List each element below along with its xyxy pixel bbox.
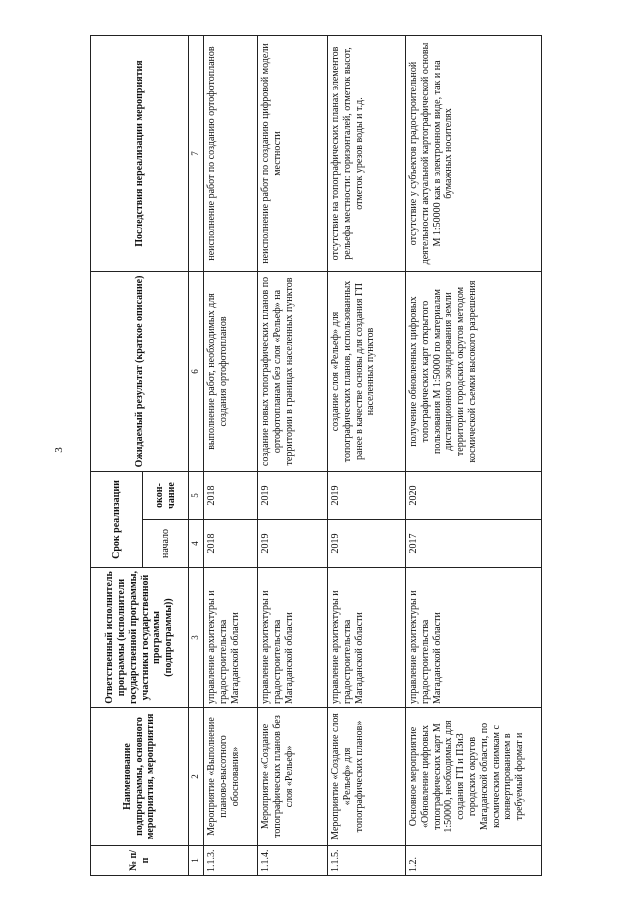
row-name: Основное мероприятие «Обновление цифровых топографических карт М 1:50000, необходимых для создания ГП и ПЗиЗ городских округов Магаданской области, по космическим снимкам с конвертированием в требуемый формат и bbox=[406, 708, 542, 846]
header-start: начало bbox=[143, 520, 189, 568]
header-result: Ожидаемый результат (краткое описание) bbox=[91, 272, 189, 472]
row-result: выполнение работ, необходимых для создания ортофотопланов bbox=[204, 272, 258, 472]
row-name: Мероприятие «Создание слоя «Рельеф» для топографических планов» bbox=[328, 708, 406, 846]
row-number: 1.1.3. bbox=[204, 846, 258, 876]
index-cell: 3 bbox=[189, 568, 204, 708]
row-start: 2019 bbox=[258, 520, 328, 568]
row-consequence: отсутствие у субъектов градостроительной деятельности актуальной картографической основы М 1:50000 как в электронном виде, так и на бумажных носителях bbox=[406, 36, 542, 272]
page-number: 3 bbox=[52, 447, 65, 453]
table-row bbox=[258, 36, 328, 876]
row-start: 2017 bbox=[406, 520, 542, 568]
header-name: Наименование подпрограммы, основного мероприятия, мероприятия bbox=[91, 708, 189, 846]
index-cell: 5 bbox=[189, 472, 204, 520]
column-index-row bbox=[189, 36, 204, 876]
row-end: 2018 bbox=[204, 472, 258, 520]
header-number: № п/п bbox=[91, 846, 189, 876]
row-result: получение обновленных цифровых топографических карт открытого пользования М 1:50000 по материалам дистанционного зондирования земли территории городских округов методом космической съемки высокого разрешения bbox=[406, 272, 542, 472]
row-result: создание слоя «Рельеф» для топографических планов, использованных ранее в качестве основы для создания ГП населенных пунктов bbox=[328, 272, 406, 472]
row-end: 2020 bbox=[406, 472, 542, 520]
row-responsible: управление архитектуры и градостроительства Магаданской области bbox=[258, 568, 328, 708]
row-number: 1.2. bbox=[406, 846, 542, 876]
measures-table bbox=[90, 35, 542, 876]
header-end: окон-чание bbox=[143, 472, 189, 520]
table-row bbox=[328, 36, 406, 876]
row-name: Мероприятие «Создание топографических планов без слоя «Рельеф» bbox=[258, 708, 328, 846]
table-row bbox=[204, 36, 258, 876]
row-consequence: отсутствие на топографических планах элементов рельефа местности: горизонталей, отметок высот, отметок урезов воды и т.д. bbox=[328, 36, 406, 272]
row-responsible: управление архитектуры и градостроительства Магаданской области bbox=[328, 568, 406, 708]
index-cell: 2 bbox=[189, 708, 204, 846]
row-start: 2018 bbox=[204, 520, 258, 568]
row-name: Мероприятие «Выполнение планово-высотного обоснования» bbox=[204, 708, 258, 846]
header-period: Срок реализации bbox=[91, 472, 143, 568]
index-cell: 6 bbox=[189, 272, 204, 472]
index-cell: 7 bbox=[189, 36, 204, 272]
header-consequences: Последствия нереализации мероприятия bbox=[91, 36, 189, 272]
row-number: 1.1.4. bbox=[258, 846, 328, 876]
row-number: 1.1.5. bbox=[328, 846, 406, 876]
row-responsible: управление архитектуры и градостроительства Магаданской области bbox=[406, 568, 542, 708]
row-responsible: управление архитектуры и градостроительства Магаданской области bbox=[204, 568, 258, 708]
row-start: 2019 bbox=[328, 520, 406, 568]
table-row bbox=[406, 36, 542, 876]
rotated-table-area bbox=[90, 36, 630, 876]
index-cell: 1 bbox=[189, 846, 204, 876]
row-end: 2019 bbox=[328, 472, 406, 520]
index-cell: 4 bbox=[189, 520, 204, 568]
row-consequence: неисполнение работ по созданию ортофотопланов bbox=[204, 36, 258, 272]
header-responsible: Ответственный исполнитель программы (исполнители государственной программы, участники государственной программы (подпрограммы)) bbox=[91, 568, 189, 708]
row-consequence: неисполнение работ по созданию цифровой модели местности bbox=[258, 36, 328, 272]
row-end: 2019 bbox=[258, 472, 328, 520]
row-result: создание новых топографических планов по ортофотопланам без слоя «Рельеф» на территории в границах населенных пунктов bbox=[258, 272, 328, 472]
